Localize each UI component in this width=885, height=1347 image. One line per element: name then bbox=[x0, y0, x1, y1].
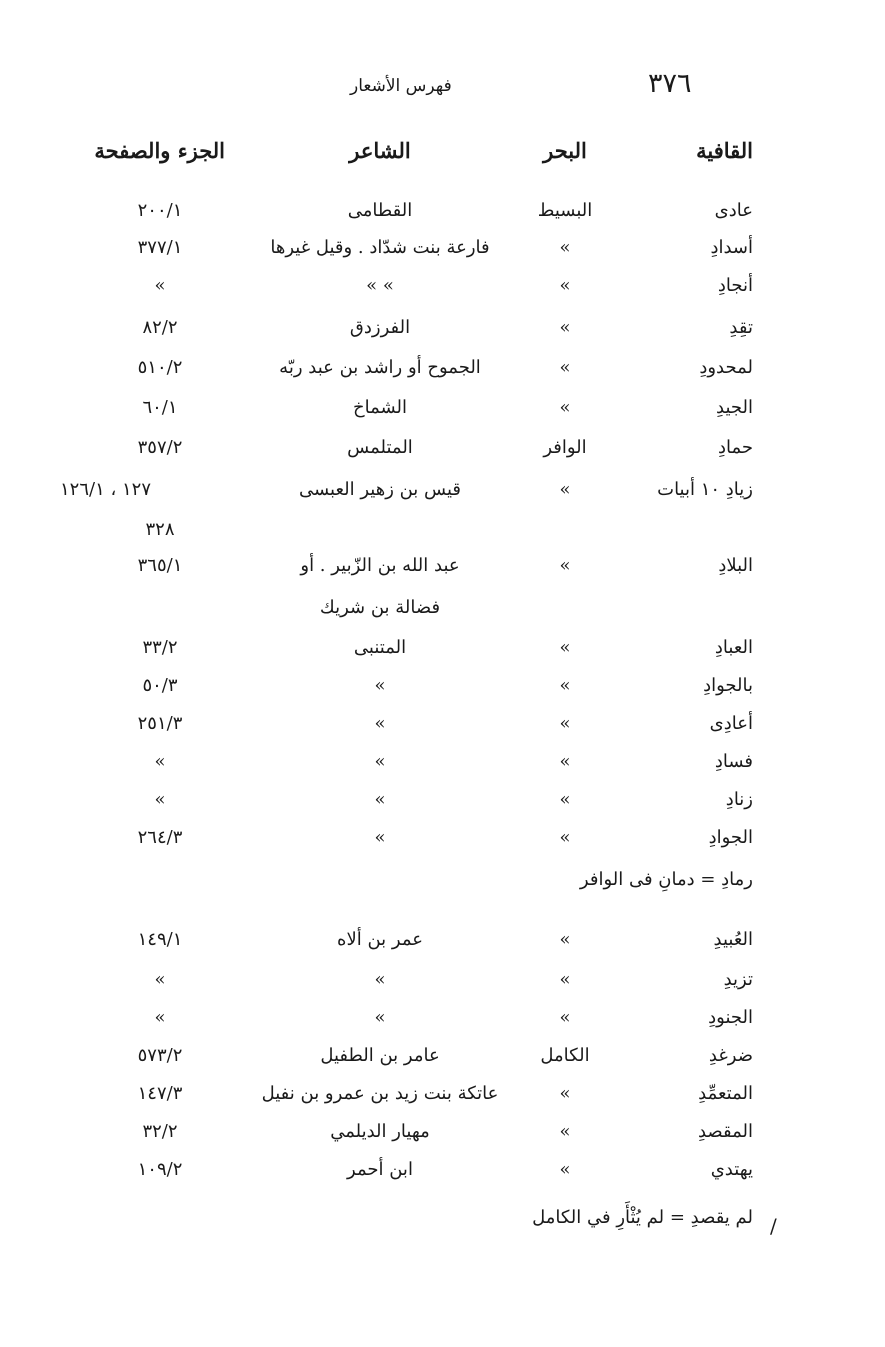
cell-shaer: » bbox=[374, 713, 386, 734]
cell-bahr: » bbox=[559, 969, 571, 990]
cell-bahr: » bbox=[559, 789, 571, 810]
table-row bbox=[0, 1076, 885, 1112]
cell-part-page: » bbox=[154, 1007, 166, 1028]
cell-shaer: » bbox=[374, 789, 386, 810]
cell-bahr: » bbox=[559, 929, 571, 950]
cell-shaer: قيس بن زهير العبسى bbox=[298, 479, 462, 500]
cell-qafiya: أنجادِ bbox=[717, 275, 753, 296]
cell-part-page: ٢٥١/٣ bbox=[137, 713, 183, 734]
column-header-bahr: البحر bbox=[543, 138, 587, 163]
cell-shaer: الشماخ bbox=[352, 397, 408, 418]
cell-bahr: » bbox=[559, 713, 571, 734]
cell-part-page: ١٤٩/١ bbox=[137, 929, 183, 950]
cell-qafiya: لمحدودِ bbox=[699, 357, 753, 378]
cell-qafiya: المقصدِ bbox=[697, 1121, 753, 1142]
cell-bahr: » bbox=[559, 397, 571, 418]
cell-qafiya: عادى bbox=[714, 200, 753, 221]
table-row bbox=[0, 1038, 885, 1074]
cell-qafiya: الجيدِ bbox=[716, 397, 753, 418]
cell-shaer: ابن أحمر bbox=[347, 1159, 413, 1180]
cell-qafiya: تقِدِ bbox=[729, 317, 753, 338]
cell-qafiya: الجوادِ bbox=[708, 827, 753, 848]
cell-shaer: » bbox=[374, 675, 386, 696]
cell-qafiya: البلادِ bbox=[718, 555, 753, 576]
cell-shaer: » bbox=[374, 751, 386, 772]
cell-part-page: ٢٠٠/١ bbox=[137, 200, 183, 221]
cell-part-page: ٣٢/٢ bbox=[142, 1121, 178, 1142]
table-row bbox=[0, 512, 885, 548]
cell-bahr: » bbox=[559, 1121, 571, 1142]
cell-part-page: ٣٥٧/٢ bbox=[137, 437, 183, 458]
cell-qafiya: زيادِ ١٠ أبيات bbox=[657, 479, 753, 500]
cell-bahr: البسيط bbox=[537, 200, 593, 221]
table-row bbox=[0, 782, 885, 818]
table-row bbox=[0, 193, 885, 229]
cell-shaer: الجموح أو راشد بن عبد ربّه bbox=[279, 357, 481, 378]
table-row bbox=[0, 590, 885, 626]
cell-shaer: » bbox=[374, 969, 386, 990]
slash-mark-icon: / bbox=[770, 1214, 777, 1238]
cell-qafiya: العُبيدِ bbox=[713, 929, 753, 950]
cell-qafiya: العبادِ bbox=[714, 637, 753, 658]
cell-shaer: عمر بن ألاه bbox=[337, 929, 423, 950]
cell-bahr: » bbox=[559, 237, 571, 258]
table-row bbox=[0, 630, 885, 666]
cell-part-page: » bbox=[154, 751, 166, 772]
cell-shaer: » » bbox=[366, 275, 394, 296]
table-row bbox=[0, 430, 885, 466]
table-row bbox=[0, 1000, 885, 1036]
cell-qafiya: ضرغدِ bbox=[708, 1045, 753, 1066]
cell-part-page: ٢٦٤/٣ bbox=[137, 827, 183, 848]
table-row bbox=[0, 350, 885, 386]
cell-part-page: ٣٢٨ bbox=[145, 519, 175, 540]
cell-bahr: » bbox=[559, 555, 571, 576]
cell-bahr: » bbox=[559, 1159, 571, 1180]
cell-qafiya: بالجوادِ bbox=[703, 675, 753, 696]
cell-shaer: فارعة بنت شدّاد . وقيل غيرها bbox=[270, 237, 490, 258]
table-row bbox=[0, 706, 885, 742]
cell-shaer: عبد الله بن الزّبير . أو bbox=[300, 555, 460, 576]
cell-bahr: » bbox=[559, 1083, 571, 1104]
cell-shaer: القطامى bbox=[347, 200, 413, 221]
cell-shaer: المتنبى bbox=[353, 637, 407, 658]
cell-bahr: » bbox=[559, 675, 571, 696]
cell-part-page: » bbox=[154, 969, 166, 990]
cell-bahr: » bbox=[559, 1007, 571, 1028]
cell-part-page: ١٠٩/٢ bbox=[137, 1159, 183, 1180]
column-header-part-page: الجزء والصفحة bbox=[94, 138, 225, 163]
cell-qafiya: أسدادِ bbox=[710, 237, 753, 258]
cell-bahr: الوافر bbox=[543, 437, 587, 458]
cell-bahr: » bbox=[559, 751, 571, 772]
cell-bahr: » bbox=[559, 827, 571, 848]
cell-qafiya: المتعمِّدِ bbox=[698, 1083, 753, 1104]
cell-shaer: عامر بن الطفيل bbox=[320, 1045, 440, 1066]
table-row bbox=[0, 268, 885, 304]
cell-shaer: فضالة بن شريك bbox=[319, 597, 441, 618]
table-row bbox=[0, 744, 885, 780]
cross-reference-text: رمادِ = دمانِ فى الوافر bbox=[579, 869, 753, 890]
cell-part-page: ٨٢/٢ bbox=[142, 317, 178, 338]
cell-bahr: » bbox=[559, 479, 571, 500]
cell-bahr: الكامل bbox=[540, 1045, 590, 1066]
cell-part-page: ٣٧٧/١ bbox=[137, 237, 183, 258]
cell-shaer: » bbox=[374, 827, 386, 848]
cell-qafiya: فسادِ bbox=[714, 751, 753, 772]
table-row bbox=[0, 922, 885, 958]
cell-part-page: ٥٠/٣ bbox=[142, 675, 178, 696]
cell-qafiya: حمادِ bbox=[717, 437, 753, 458]
cell-part-page: » bbox=[154, 275, 166, 296]
cell-bahr: » bbox=[559, 317, 571, 338]
table-row bbox=[0, 1152, 885, 1188]
page-number: ٣٧٦ bbox=[648, 68, 692, 99]
cell-shaer: مهيار الديلمي bbox=[330, 1121, 430, 1142]
table-row bbox=[0, 548, 885, 584]
cross-reference-line bbox=[0, 1200, 885, 1236]
table-row bbox=[0, 390, 885, 426]
cell-shaer: » bbox=[374, 1007, 386, 1028]
cell-bahr: » bbox=[559, 275, 571, 296]
cell-shaer: الفرزدق bbox=[349, 317, 411, 338]
cell-qafiya: الجنودِ bbox=[708, 1007, 753, 1028]
cell-part-page: ٣٣/٢ bbox=[142, 637, 178, 658]
cell-qafiya: أعادِى bbox=[709, 713, 753, 734]
cell-qafiya: يهتدي bbox=[710, 1159, 753, 1180]
cell-bahr: » bbox=[559, 637, 571, 658]
column-header-shaer: الشاعر bbox=[349, 138, 411, 163]
table-row bbox=[0, 310, 885, 346]
cell-qafiya: زنادِ bbox=[725, 789, 753, 810]
column-header-qafiya: القافية bbox=[696, 138, 753, 163]
table-row bbox=[0, 1114, 885, 1150]
cell-bahr: » bbox=[559, 357, 571, 378]
cross-reference-text: لم يقصدِ = لم يُثْأَرِ في الكامل bbox=[532, 1207, 753, 1228]
running-title: فهرس الأشعار bbox=[350, 76, 452, 96]
cell-part-page: ٥١٠/٢ bbox=[137, 357, 183, 378]
cell-qafiya: تزيدِ bbox=[723, 969, 753, 990]
cell-part-page: ٦٠/١ bbox=[142, 397, 178, 418]
cell-shaer: المتلمس bbox=[347, 437, 413, 458]
cell-part-page: ٣٦٥/١ bbox=[137, 555, 183, 576]
table-row bbox=[0, 472, 885, 508]
cell-part-page: ٥٧٣/٢ bbox=[137, 1045, 183, 1066]
table-row bbox=[0, 668, 885, 704]
table-row bbox=[0, 962, 885, 998]
cell-part-page: ١٢٧ ، ١٢٦/١ bbox=[60, 479, 152, 500]
cell-part-page: » bbox=[154, 789, 166, 810]
cell-shaer: عاتكة بنت زيد بن عمرو بن نفيل bbox=[261, 1083, 499, 1104]
cross-reference-line bbox=[0, 862, 885, 898]
table-row bbox=[0, 230, 885, 266]
table-row bbox=[0, 820, 885, 856]
cell-part-page: ١٤٧/٣ bbox=[137, 1083, 183, 1104]
